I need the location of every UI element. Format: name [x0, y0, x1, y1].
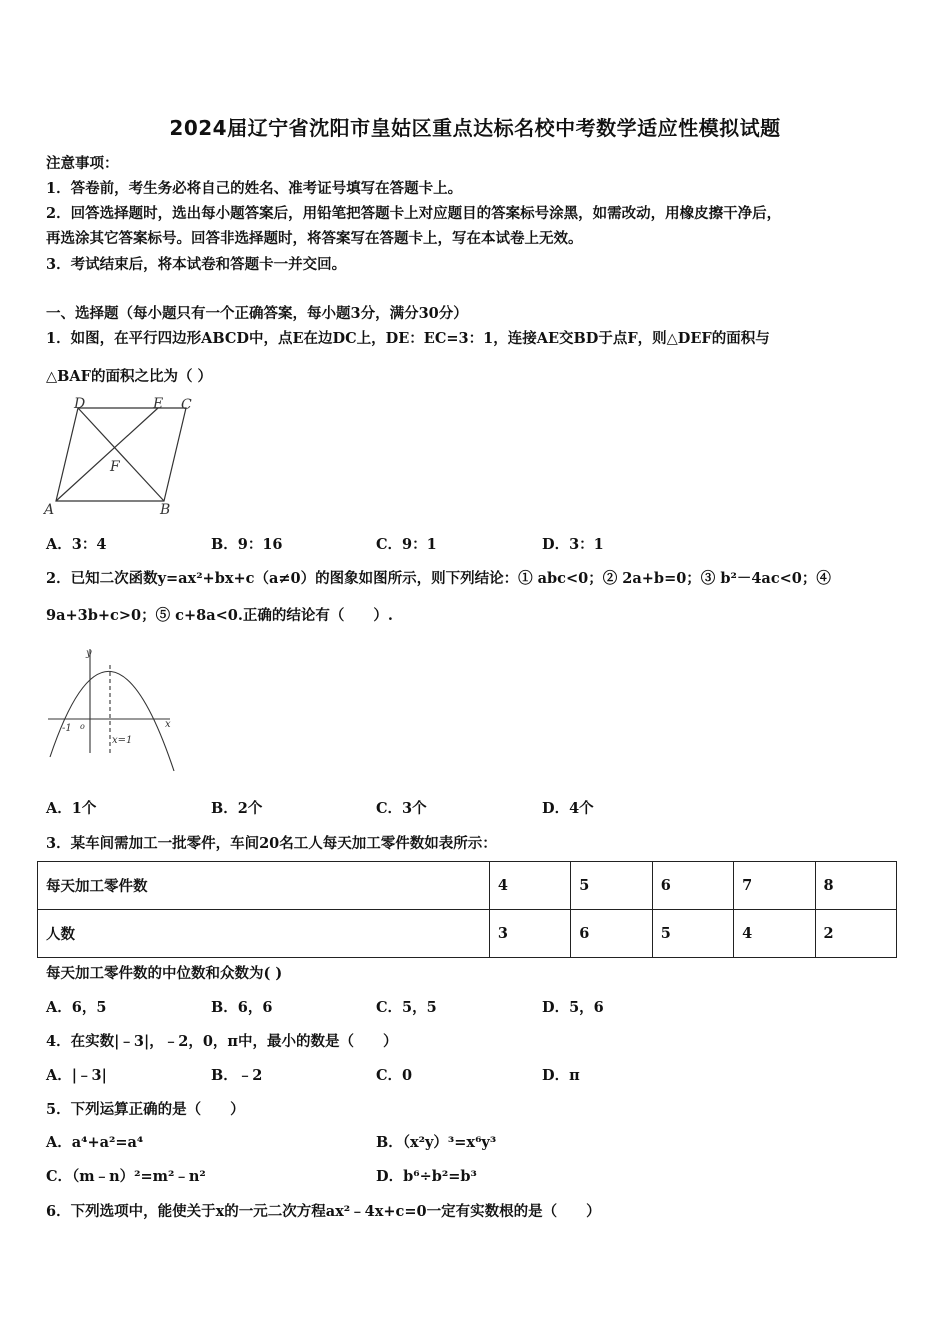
- table-cell: 6: [571, 910, 652, 958]
- label-c: C: [181, 397, 192, 413]
- q4-option-d[interactable]: D．π: [542, 1067, 580, 1084]
- notice-heading: 注意事项：: [46, 155, 119, 172]
- q1-stem-line2: △BAF的面积之比为（ ）: [46, 368, 212, 385]
- q4-option-a[interactable]: A．|﹣3|: [46, 1067, 107, 1084]
- notice-item-2b: 再选涂其它答案标号。回答非选择题时，将答案写在答题卡上，写在本试卷上无效。: [46, 230, 583, 247]
- q5-option-d[interactable]: D．b⁶÷b²=b³: [376, 1168, 477, 1185]
- table-cell: 5: [571, 862, 652, 910]
- q2-stem-line2: 9a+3b+c>0；⑤ c+8a<0.正确的结论有（ ）.: [46, 607, 393, 624]
- table-cell: 每天加工零件数: [38, 862, 490, 910]
- notice-item-1: 1．答卷前，考生务必将自己的姓名、准考证号填写在答题卡上。: [46, 180, 463, 197]
- q2-option-c[interactable]: C．3个: [376, 800, 427, 817]
- q1-parallelogram-figure: [40, 395, 200, 520]
- q1-option-c[interactable]: C．9：1: [376, 536, 437, 553]
- table-row: [38, 862, 897, 910]
- table-row: [38, 910, 897, 958]
- table-cell: 4: [734, 910, 815, 958]
- q2-option-b[interactable]: B．2个: [211, 800, 263, 817]
- label-origin: o: [80, 722, 85, 731]
- notice-item-2a: 2．回答选择题时，选出每小题答案后，用铅笔把答题卡上对应题目的答案标号涂黑，如需改动，用橡皮擦干净后，: [46, 205, 782, 222]
- q5-stem: 5．下列运算正确的是（ ）: [46, 1101, 245, 1118]
- q2-option-a[interactable]: A．1个: [46, 800, 97, 817]
- q1-option-b[interactable]: B．9：16: [211, 536, 283, 553]
- table-cell: 6: [652, 862, 733, 910]
- q4-option-c[interactable]: C．0: [376, 1067, 413, 1084]
- q1-stem-line1: 1．如图，在平行四边形ABCD中，点E在边DC上，DE：EC=3：1，连接AE交BD于点F，则△DEF的面积与: [46, 330, 770, 347]
- q6-stem: 6．下列选项中，能使关于x的一元二次方程ax²﹣4x+c=0一定有实数根的是（ ）: [46, 1203, 601, 1220]
- label-y: y: [86, 648, 92, 659]
- q3-option-c[interactable]: C．5，5: [376, 999, 437, 1016]
- q3-data-table: [37, 861, 897, 958]
- label-axis: x=1: [112, 735, 133, 746]
- label-b: B: [160, 502, 171, 518]
- table-cell: 8: [815, 862, 896, 910]
- q3-option-d[interactable]: D．5，6: [542, 999, 604, 1016]
- q1-option-d[interactable]: D．3：1: [542, 536, 604, 553]
- table-cell: 7: [734, 862, 815, 910]
- label-d: D: [74, 396, 86, 412]
- table-cell: 3: [489, 910, 570, 958]
- q2-stem-line1: 2．已知二次函数y=ax²+bx+c（a≠0）的图象如图所示，则下列结论：① abc<0；② 2a+b=0；③ b²－4ac<0；④: [46, 570, 831, 587]
- label-x: x: [165, 719, 171, 730]
- q3-stem: 3．某车间需加工一批零件，车间20名工人每天加工零件数如表所示：: [46, 835, 497, 852]
- label-neg1: -1: [62, 723, 72, 734]
- table-cell: 2: [815, 910, 896, 958]
- q2-parabola-figure: [40, 645, 180, 775]
- section-heading: 一、选择题（每小题只有一个正确答案，每小题3分，满分30分）: [46, 305, 468, 322]
- q1-option-a[interactable]: A．3：4: [46, 536, 107, 553]
- q5-option-c[interactable]: C．（m﹣n）²=m²﹣n²: [46, 1168, 206, 1185]
- table-cell: 人数: [38, 910, 490, 958]
- q3-option-a[interactable]: A．6，5: [46, 999, 107, 1016]
- page-title: 2024届辽宁省沈阳市皇姑区重点达标名校中考数学适应性模拟试题: [169, 116, 781, 140]
- label-f: F: [110, 459, 120, 475]
- q5-option-a[interactable]: A．a⁴+a²=a⁴: [46, 1134, 144, 1151]
- table-cell: 5: [652, 910, 733, 958]
- q3-question: 每天加工零件数的中位数和众数为( ): [46, 965, 283, 982]
- table-cell: 4: [489, 862, 570, 910]
- q3-option-b[interactable]: B．6，6: [211, 999, 273, 1016]
- label-a: A: [44, 502, 55, 518]
- label-e: E: [153, 396, 164, 412]
- notice-item-3: 3．考试结束后，将本试卷和答题卡一并交回。: [46, 256, 347, 273]
- q2-option-d[interactable]: D．4个: [542, 800, 594, 817]
- q4-stem: 4．在实数|﹣3|，﹣2，0，π中，最小的数是（ ）: [46, 1033, 398, 1050]
- q5-option-b[interactable]: B．（x²y）³=x⁶y³: [376, 1134, 497, 1151]
- q4-option-b[interactable]: B．﹣2: [211, 1067, 263, 1084]
